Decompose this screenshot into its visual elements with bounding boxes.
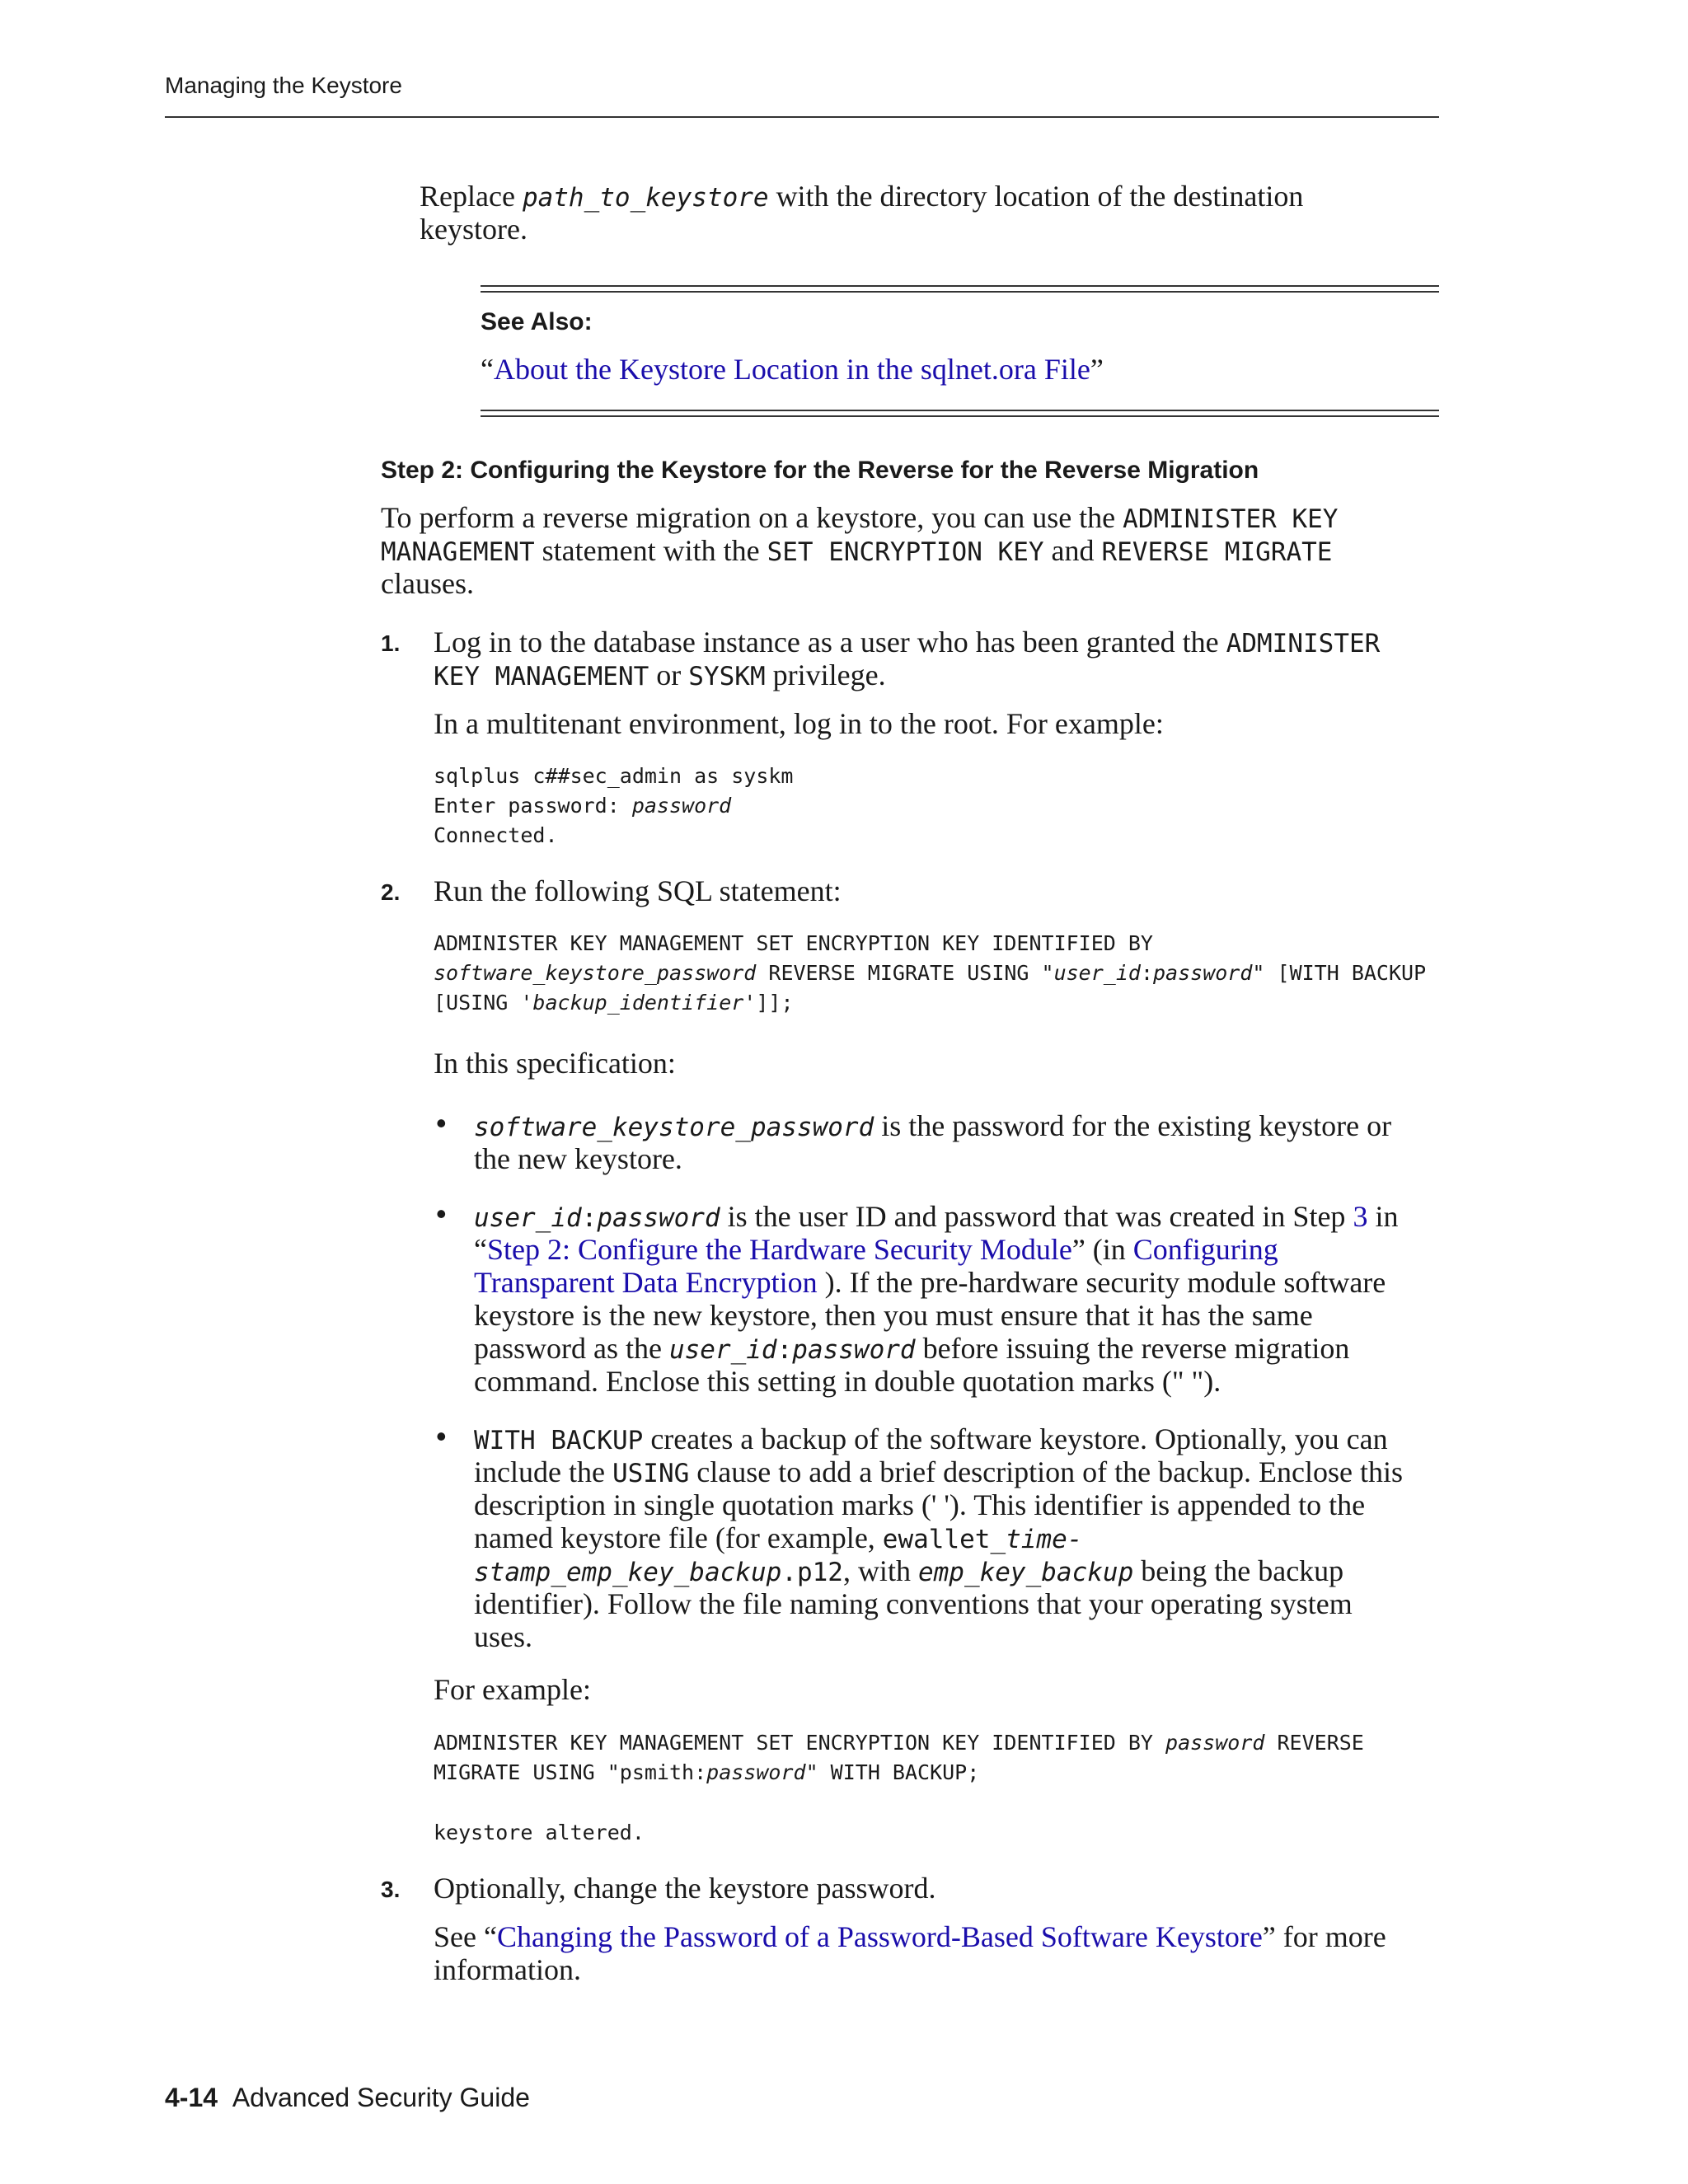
inline-code: user_id — [474, 1203, 582, 1233]
inline-code: .p12 — [781, 1558, 843, 1587]
text: statement with the — [542, 534, 760, 567]
code-var: password — [1153, 961, 1253, 985]
inline-code: USING — [612, 1459, 690, 1488]
inline-code: ADMINISTER KEY — [1123, 504, 1339, 534]
intro-text: Replace — [420, 180, 515, 213]
keystore-location-link[interactable]: About the Keystore Location in the sqlnet.ora File — [493, 353, 1090, 386]
bullet2-line-4: keystore is the new keystore, then you must ensure that it has the same — [474, 1299, 1313, 1332]
text: creates a backup of the software keystore. Optionally, you can — [650, 1422, 1388, 1455]
code-var: password — [631, 794, 732, 818]
text: named keystore file (for example, — [474, 1521, 875, 1554]
item3-text: Optionally, change the keystore password. — [434, 1872, 936, 1905]
inline-code: MANAGEMENT — [381, 537, 535, 567]
configure-hsm-link[interactable]: Step 2: Configure the Hardware Security Module — [486, 1233, 1072, 1266]
see-also-title: See Also: — [481, 308, 593, 335]
text: privilege. — [772, 658, 886, 691]
text: clause to add a brief description of the backup. Enclose this — [696, 1455, 1404, 1488]
step-2-heading: Step 2: Configuring the Keystore for the Reverse for the Reverse Migration — [381, 457, 1259, 484]
code-line: Connected. — [434, 823, 558, 847]
code-var: password — [1165, 1731, 1265, 1755]
item3-see-line — [434, 1920, 1386, 1953]
intro-line-1 — [420, 180, 1303, 214]
step-3-link[interactable]: 3 — [1353, 1200, 1368, 1233]
change-password-link[interactable]: Changing the Password of a Password-Based Software Keystore — [496, 1920, 1263, 1953]
text: being the backup — [1141, 1554, 1344, 1587]
code-block-example — [434, 1728, 1364, 1788]
running-header: Managing the Keystore — [165, 73, 402, 98]
bullet2-line-5 — [474, 1332, 1349, 1366]
inline-code: REVERSE MIGRATE — [1101, 537, 1333, 567]
inline-code: user_id — [668, 1335, 777, 1365]
bullet1-line-2: the new keystore. — [474, 1142, 682, 1175]
code-block-sql — [434, 929, 1426, 1018]
bullet3-line-4 — [474, 1521, 1082, 1556]
bullet3-line-5 — [474, 1554, 1343, 1589]
text: is the user ID and password that was created in Step — [727, 1200, 1346, 1233]
see-also-link-line — [481, 353, 1104, 386]
text: and — [1051, 534, 1095, 567]
text: “ — [474, 1233, 487, 1266]
text: , with — [842, 1554, 911, 1587]
item1-line-2 — [434, 658, 886, 693]
inline-code: SET ENCRYPTION KEY — [767, 537, 1044, 567]
bullet2-line-6: command. Enclose this setting in double quotation marks (" "). — [474, 1365, 1221, 1398]
code-line: " [WITH BACKUP — [1252, 961, 1427, 985]
bullet1-line-1 — [474, 1109, 1391, 1144]
code-line: [USING ' — [434, 991, 533, 1015]
bullet-dot: • — [436, 1197, 447, 1230]
code-var: software_keystore_password — [434, 961, 757, 985]
page-number: 4-14 — [165, 2083, 218, 2112]
bullet2-line-2 — [474, 1233, 1278, 1266]
item2-text: Run the following SQL statement: — [434, 874, 842, 907]
step2-para-line-3: clauses. — [381, 567, 474, 600]
step2-para-line-2 — [381, 534, 1332, 569]
inline-code: emp_key_backup — [917, 1558, 1134, 1587]
inline-code: : — [776, 1335, 793, 1365]
text: See “ — [434, 1920, 497, 1953]
code-line: Enter password: — [434, 794, 632, 818]
code-var: password — [706, 1760, 806, 1784]
inline-code: password — [792, 1335, 916, 1365]
inline-code: WITH BACKUP — [474, 1426, 644, 1455]
bullet2-line-3 — [474, 1266, 1386, 1299]
list-number-1: 1. — [381, 630, 401, 656]
inline-code: KEY MANAGEMENT — [434, 662, 649, 691]
quote-close: ” — [1090, 353, 1104, 386]
page-footer — [165, 2083, 530, 2113]
code-line: sqlplus c##sec_admin as syskm — [434, 764, 794, 788]
item1-multitenant-text: In a multitenant environment, log in to the root. For example: — [434, 707, 1164, 740]
inline-code: software_keystore_password — [474, 1113, 874, 1142]
intro-line-2: keystore. — [420, 213, 528, 246]
configuring-tde-link[interactable]: Transparent Data Encryption — [474, 1266, 818, 1299]
item1-line-1 — [434, 626, 1380, 660]
text: To perform a reverse migration on a keystore, you can use the — [381, 501, 1116, 534]
inline-code: ADMINISTER — [1226, 629, 1381, 658]
text: before issuing the reverse migration — [922, 1332, 1350, 1365]
inline-code: stamp_emp_key_backup — [474, 1558, 782, 1587]
path-variable: path_to_keystore — [522, 183, 769, 213]
code-line: REVERSE — [1264, 1731, 1364, 1755]
bullet3-line-6: identifier). Follow the file naming conventions that your operating system — [474, 1587, 1353, 1620]
inline-code: password — [597, 1203, 720, 1233]
book-title: Advanced Security Guide — [232, 2083, 530, 2112]
text: password as the — [474, 1332, 662, 1365]
code-output: keystore altered. — [434, 1821, 645, 1844]
list-number-2: 2. — [381, 879, 401, 905]
for-example-text: For example: — [434, 1673, 591, 1706]
inline-code: time- — [1006, 1525, 1083, 1554]
text: in — [1375, 1200, 1399, 1233]
text: is the password for the existing keystore or — [881, 1109, 1392, 1142]
bullet-dot: • — [436, 1419, 447, 1453]
list-number-3: 3. — [381, 1877, 401, 1902]
quote-open: “ — [481, 353, 494, 386]
see-also-top-rule — [481, 285, 1439, 293]
text: ” for more — [1262, 1920, 1386, 1953]
step2-para-line-1 — [381, 501, 1338, 536]
see-also-bottom-rule — [481, 410, 1439, 417]
intro-text-rest: with the directory location of the destination — [776, 180, 1304, 213]
header-rule — [165, 116, 1439, 118]
code-line: ADMINISTER KEY MANAGEMENT SET ENCRYPTION KEY IDENTIFIED BY — [434, 931, 1153, 955]
text: include the — [474, 1455, 605, 1488]
code-var: backup_identifier — [532, 991, 744, 1015]
code-line: MIGRATE USING "psmith: — [434, 1760, 707, 1784]
bullet3-line-7: uses. — [474, 1620, 532, 1653]
text: Log in to the database instance as a user who has been granted the — [434, 626, 1219, 658]
bullet-dot: • — [436, 1106, 447, 1140]
text: or — [656, 658, 682, 691]
code-line: REVERSE MIGRATE USING " — [756, 961, 1054, 985]
bullet3-line-3: description in single quotation marks (' '). This identifier is appended to the — [474, 1488, 1366, 1521]
code-var: user_id — [1053, 961, 1141, 985]
inline-code: : — [581, 1203, 598, 1233]
code-line: ']]; — [743, 991, 794, 1015]
configuring-tde-link[interactable]: Configuring — [1132, 1233, 1278, 1266]
inline-code: SYSKM — [688, 662, 766, 691]
text: ). If the pre-hardware security module software — [824, 1266, 1386, 1299]
inline-code: ewallet_ — [882, 1525, 1006, 1554]
code-block-login — [434, 762, 794, 851]
bullet3-line-2 — [474, 1455, 1403, 1490]
code-line: : — [1140, 961, 1153, 985]
in-this-spec: In this specification: — [434, 1047, 676, 1080]
bullet2-line-1 — [474, 1200, 1398, 1235]
code-line: " WITH BACKUP; — [805, 1760, 980, 1784]
text: ” (in — [1071, 1233, 1126, 1266]
bullet3-line-1 — [474, 1422, 1388, 1457]
code-line: ADMINISTER KEY MANAGEMENT SET ENCRYPTION KEY IDENTIFIED BY — [434, 1731, 1166, 1755]
item3-info: information. — [434, 1953, 581, 1986]
